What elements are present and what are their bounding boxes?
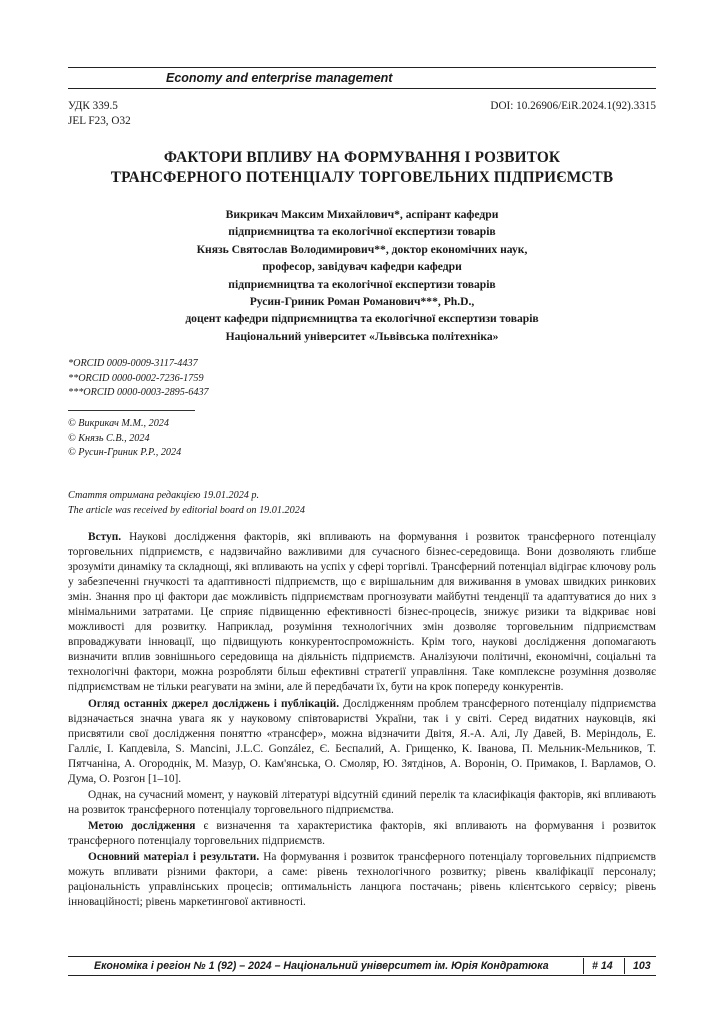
author-line: доцент кафедри підприємництва та екологічної експертизи товарів xyxy=(185,312,539,326)
article-title xyxy=(68,148,656,188)
header-rule-top xyxy=(68,67,656,68)
paragraph-gap xyxy=(68,788,656,818)
paragraph-heading: Огляд останніх джерел досліджень і публікацій. xyxy=(88,697,340,710)
footer-journal: Економіка і регіон № 1 (92) – 2024 – Національний університет ім. Юрія Кондратюка xyxy=(94,960,549,972)
title-line: ТРАНСФЕРНОГО ПОТЕНЦІАЛУ ТОРГОВЕЛЬНИХ ПІДПРИЄМСТВ xyxy=(110,169,614,186)
paragraph-literature-review xyxy=(68,697,656,787)
paragraph-heading: Метою дослідження xyxy=(88,819,196,832)
paragraph-text: На формування і розвиток трансферного потенціалу торговельних підприємств можуть впливати різними фактори, а саме: рівень технологічного розвитку; рівень кваліфікації персоналу; раціональність управлінських процесів; оптимальність ланцюга постачань; рівень клієнтського сервісу; рівень інноваційності; рівень маркетингової активності. xyxy=(68,850,656,909)
authors-block xyxy=(68,206,656,345)
received-ua: Стаття отримана редакцією 19.01.2024 р. xyxy=(68,490,260,501)
title-line: ФАКТОРИ ВПЛИВУ НА ФОРМУВАННЯ І РОЗВИТОК xyxy=(163,149,561,166)
author-line: підприємництва та екологічної експертизи товарів xyxy=(228,225,496,239)
paragraph-text: Однак, на сучасний момент, у науковій літературі відсутній єдиний перелік та класифікація факторів, які впливають на розвиток трансферного потенціалу торговельного підприємства. xyxy=(68,788,656,816)
footer-divider xyxy=(583,958,584,974)
footer-rule-bottom xyxy=(68,975,656,976)
paragraph-introduction xyxy=(68,530,656,696)
paragraph-heading: Основний матеріал і результати. xyxy=(88,850,260,863)
author-line: Національний університет «Львівська політехніка» xyxy=(225,329,499,343)
paragraph-text: є визначення та характеристика факторів, які впливають на формування і розвиток трансферного потенціалу торговельних підприємств. xyxy=(68,819,656,847)
paragraph-text: Наукові дослідження факторів, які впливають на формування і розвиток трансферного потенціалу торговельних підприємств, є надзвичайно важливими для сучасного бізнес-середовища. Вони дозволяють глибше зрозуміти динаміку та складнощі, які впливають на успіх у сфері торгівлі. Трансферний потенціал відіграє ключову роль у забезпеченні гнучкості та адаптивності підприємств, що є вирішальним для виживання в умовах швидких ринкових змін. Знання про ці фактори дає можливість підприємствам прогнозувати майбутні тенденції та адаптуватися до них з мінімальними затратами. Це сприяє підвищенню ефективності бізнес-процесів, знижує ризики та відкриває нові можливості для розвитку. Наприклад, розуміння технологічних змін дозволяє торговельним підприємствам впроваджувати інновації, що підвищують конкурентоспроможність. Крім того, наукові дослідження допомагають визначити вплив зовнішнього середовища на діяльність підприємств. Аналізуючи політичні, економічні, соціальні та технологічні фактори, можна розробляти більш ефективні стратегії управління. Таке комплексне розуміння дозволяє підприємствам не тільки реагувати на зміни, але й передбачати їх, бути на крок попереду конкурентів. xyxy=(68,531,656,694)
copyright-line: © Русин-Гриник Р.Р., 2024 xyxy=(68,447,182,458)
author-line: Русин-Гриник Роман Романович***, Ph.D., xyxy=(249,295,475,309)
author-line: Князь Святослав Володимирович**, доктор економічних наук, xyxy=(196,242,528,256)
udc-code: УДК 339.5 xyxy=(68,100,118,112)
copyright-line: © Князь С.В., 2024 xyxy=(68,433,150,444)
paragraph-text: Дослідженням проблем трансферного потенціалу підприємства відзначається значна увага як у науковому співтоваристві України, так і у світі. Серед видатних науковців, які присвятили свої дослідження поняттю «трансфер», можна відзначити Двітя, Я.-А. Алі, Лу Давей, В. Меріндоль, Е. Галліє, І. Капдевіла, S. Mancini, J.L.C. González, Є. Беспалий, А. Грищенко, К. Іванова, П. Мельник-Мельников, Т. Пятчаніна, А. Огороднік, М. Мазур, О. Кам'янська, О. Смоляр, Ю. Зятдінов, А. Воронін, О. Примаков, І. Варламов, О. Дума, О. Розгон [1–10]. xyxy=(68,697,656,785)
jel-code: JEL F23, O32 xyxy=(68,115,131,127)
header-rule-bottom xyxy=(68,88,656,89)
author-line: підприємництва та екологічної експертизи товарів xyxy=(228,277,496,291)
orcid-line: **ORCID 0000-0002-7236-1759 xyxy=(68,373,204,384)
orcid-line: ***ORCID 0000-0003-2895-6437 xyxy=(68,387,209,398)
orcid-line: *ORCID 0009-0009-3117-4437 xyxy=(68,358,198,369)
author-line: професор, завідувач кафедри кафедри xyxy=(262,260,462,274)
section-title: Economy and enterprise management xyxy=(166,71,393,85)
author-line: Викрикач Максим Михайлович*, аспірант кафедри xyxy=(225,208,499,221)
doi: DOI: 10.26906/EiR.2024.1(92).3315 xyxy=(490,100,656,112)
page-footer xyxy=(68,957,656,975)
article-body xyxy=(68,530,656,911)
paragraph-heading: Вступ. xyxy=(88,531,122,543)
separator-line xyxy=(68,410,195,411)
footer-divider xyxy=(624,958,625,974)
copyright-line: © Викрикач М.М., 2024 xyxy=(68,418,169,429)
received-en: The article was received by editorial board on 19.01.2024 xyxy=(68,505,305,516)
paragraph-aim xyxy=(68,819,656,849)
paragraph-main-results xyxy=(68,850,656,910)
footer-issue: # 14 xyxy=(592,960,613,972)
footer-page-number: 103 xyxy=(633,960,651,972)
